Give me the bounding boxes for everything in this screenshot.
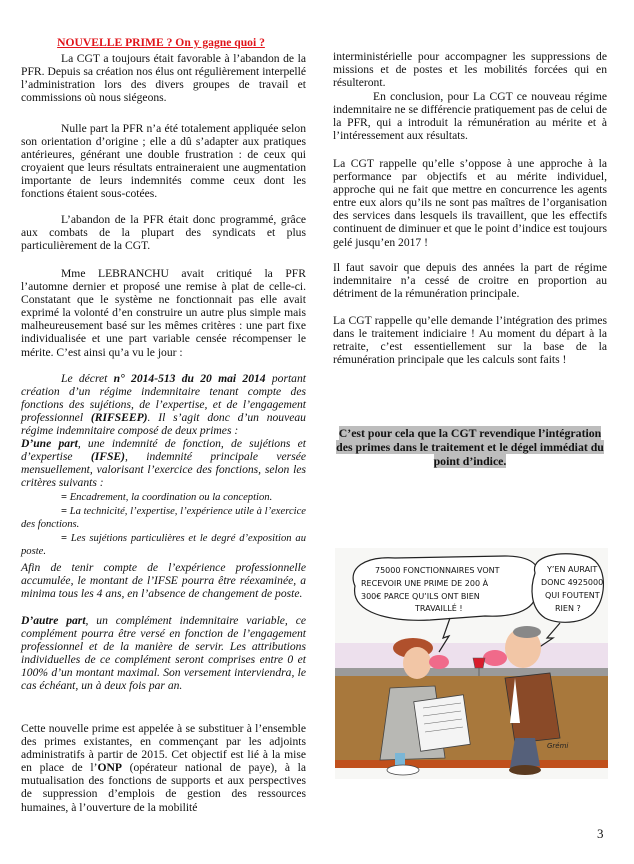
acronym: (RIFSEEP)	[90, 411, 148, 425]
part2-paragraph: D’autre part, un complément indemnitaire variable, ce complément pourra être versé en fonction de l’engagement professionnel et de la manière de servir. Les attributions individuelles de ce complément seront comprises entre 0 et 100% d’un montant maximal. Son versement interviendra, le cas échéant, un à deux fois par an.	[21, 614, 306, 693]
paragraph: Il faut savoir que depuis des années la part de régime indemnitaire n’a cessé de croitre en proportion au détriment de la rémunération principale.	[333, 261, 607, 301]
bullet-icon: =	[61, 506, 68, 517]
bubble-right-line: QUI FOUTENT	[545, 591, 600, 600]
paragraph: L’abandon de la PFR était donc programmé, grâce aux combats de la plupart des syndicats et plus particulièrement de la CGT.	[21, 213, 306, 253]
bullet-icon: =	[61, 533, 68, 544]
criteria-item: = Les sujétions particulières et le degré d’exposition au poste.	[21, 533, 306, 558]
paragraph: Mme LEBRANCHU avait critiqué la PFR l’automne dernier et proposé une remise à plat de celle-ci. Constatant que le système ne fonctionnait pas elle avait exprimé la volonté d’en construire un autre plus simple mais malheureusement basé sur les mêmes critères : une part fixe individualisée et une part variable censée récompenser le mérite. C’est ainsi qu’a vu le jour :	[21, 267, 306, 359]
bubble-right-line: DONC 4925000	[541, 578, 604, 587]
decree-reference: n° 2014-513 du 20 mai 2014	[113, 372, 266, 385]
paragraph: interministérielle pour accompagner les suppressions de missions et de postes et les mobilités forcées qui en résulteront.	[333, 50, 607, 90]
page-number: 3	[597, 826, 604, 841]
criteria-item: = Encadrement, la coordination ou la conception.	[61, 492, 273, 503]
paragraph: Nulle part la PFR n’a été totalement appliquée selon son orientation d’origine ; elle a dû s’adapter aux pratiques antérieures, générant une double frustration : de ceux qui croyaient que leurs résultats entraineraient une augmentation importante de leurs indemnités comme ceux dont les fonctions étaient sous-cotées.	[21, 122, 306, 201]
bubble-right-line: Y’EN AURAIT	[547, 565, 598, 574]
part2-label: D’autre part	[21, 614, 86, 627]
paragraph: Cette nouvelle prime est appelée à se substituer à l’ensemble des primes existantes, en commençant par les adjoints administratifs à partir de 2015. Cet objectif est lié à la mise en place de l’ONP (opérateur national de paye), à la mutualisation des fonctions de supports et aux perspectives de suppression d’emplois de gestion des ressources humaines, à l’ouverture de la mobilité	[21, 722, 307, 814]
acronym: ONP	[97, 761, 122, 775]
bubble-left-line: RECEVOIR UNE PRIME DE 200 À	[361, 579, 489, 588]
part1-paragraph: D’une part, une indemnité de fonction, de sujétions et d’expertise (IFSE), indemnité principale versée mensuellement, valorisant l’exercice des fonctions, selon les critères suivants :	[21, 437, 306, 490]
highlight-callout: C’est pour cela que la CGT revendique l’intégration des primes dans le traitement et le dégel immédiat du point d’indice.	[336, 426, 604, 468]
bubble-left-line: 300€ PARCE QU’ILS ONT BIEN	[361, 592, 480, 601]
paragraph: En conclusion, pour La CGT ce nouveau régime indemnitaire ne se différencie pratiquement pas de celui de la PFR, qui a introduit la rémunération au mérite et à l’intéressement aux résultats.	[333, 90, 607, 143]
criteria-item: = La technicité, l’expertise, l’expérience utile à l’exercice des fonctions.	[21, 506, 306, 531]
cartoon-image	[335, 548, 608, 779]
cartoon-signature: Grémi	[547, 742, 569, 750]
bubble-left-line: 75000 FONCTIONNAIRES VONT	[375, 566, 500, 575]
paragraph: La CGT rappelle qu’elle s’oppose à une approche à la performance par objectifs et au mérite individuel, approche qui ne fait que mettre en concurrence les agents entre eux alors qu’ils ne sont pas maîtres de l’organisation des services dans lesquels ils travaillent, que les effectifs continuent de diminuer et que le point d’indice est toujours gelé jusqu’en 2017 !	[333, 157, 607, 249]
decree-paragraph: Le décret n° 2014-513 du 20 mai 2014 portant création d’un régime indemnitaire tenant compte des fonctions des sujétions, de l’expertise, et de l’engagement professionnel (RIFSEEP). Il s’agit donc d’un nouveau régime indemnitaire composé de deux primes :	[21, 372, 307, 438]
paragraph: Afin de tenir compte de l’expérience professionnelle accumulée, le montant de l’IFSE pourra être réexaminée, a minima tous les 4 ans, en l’absence de changement de poste.	[21, 561, 306, 601]
bullet-icon: =	[61, 492, 68, 503]
acronym: (IFSE)	[90, 450, 126, 464]
article-title: NOUVELLE PRIME ? On y gagne quoi ?	[57, 36, 265, 49]
bubble-left-line: TRAVAILLÉ !	[415, 604, 463, 613]
part1-label: D’une part	[21, 437, 78, 450]
bubble-right-line: RIEN ?	[555, 604, 581, 613]
paragraph: La CGT a toujours était favorable à l’abandon de la PFR. Depuis sa création nos élus ont régulièrement interpellé l’administration lors des divers groupes de travail et commissions où nous siégeons.	[21, 52, 306, 105]
paragraph: La CGT rappelle qu’elle demande l’intégration des primes dans le traitement indiciaire ! Au moment du départ à la retraite, c’est essentiellement sur la base de la rémunération principale que les calculs sont faits !	[333, 314, 607, 367]
